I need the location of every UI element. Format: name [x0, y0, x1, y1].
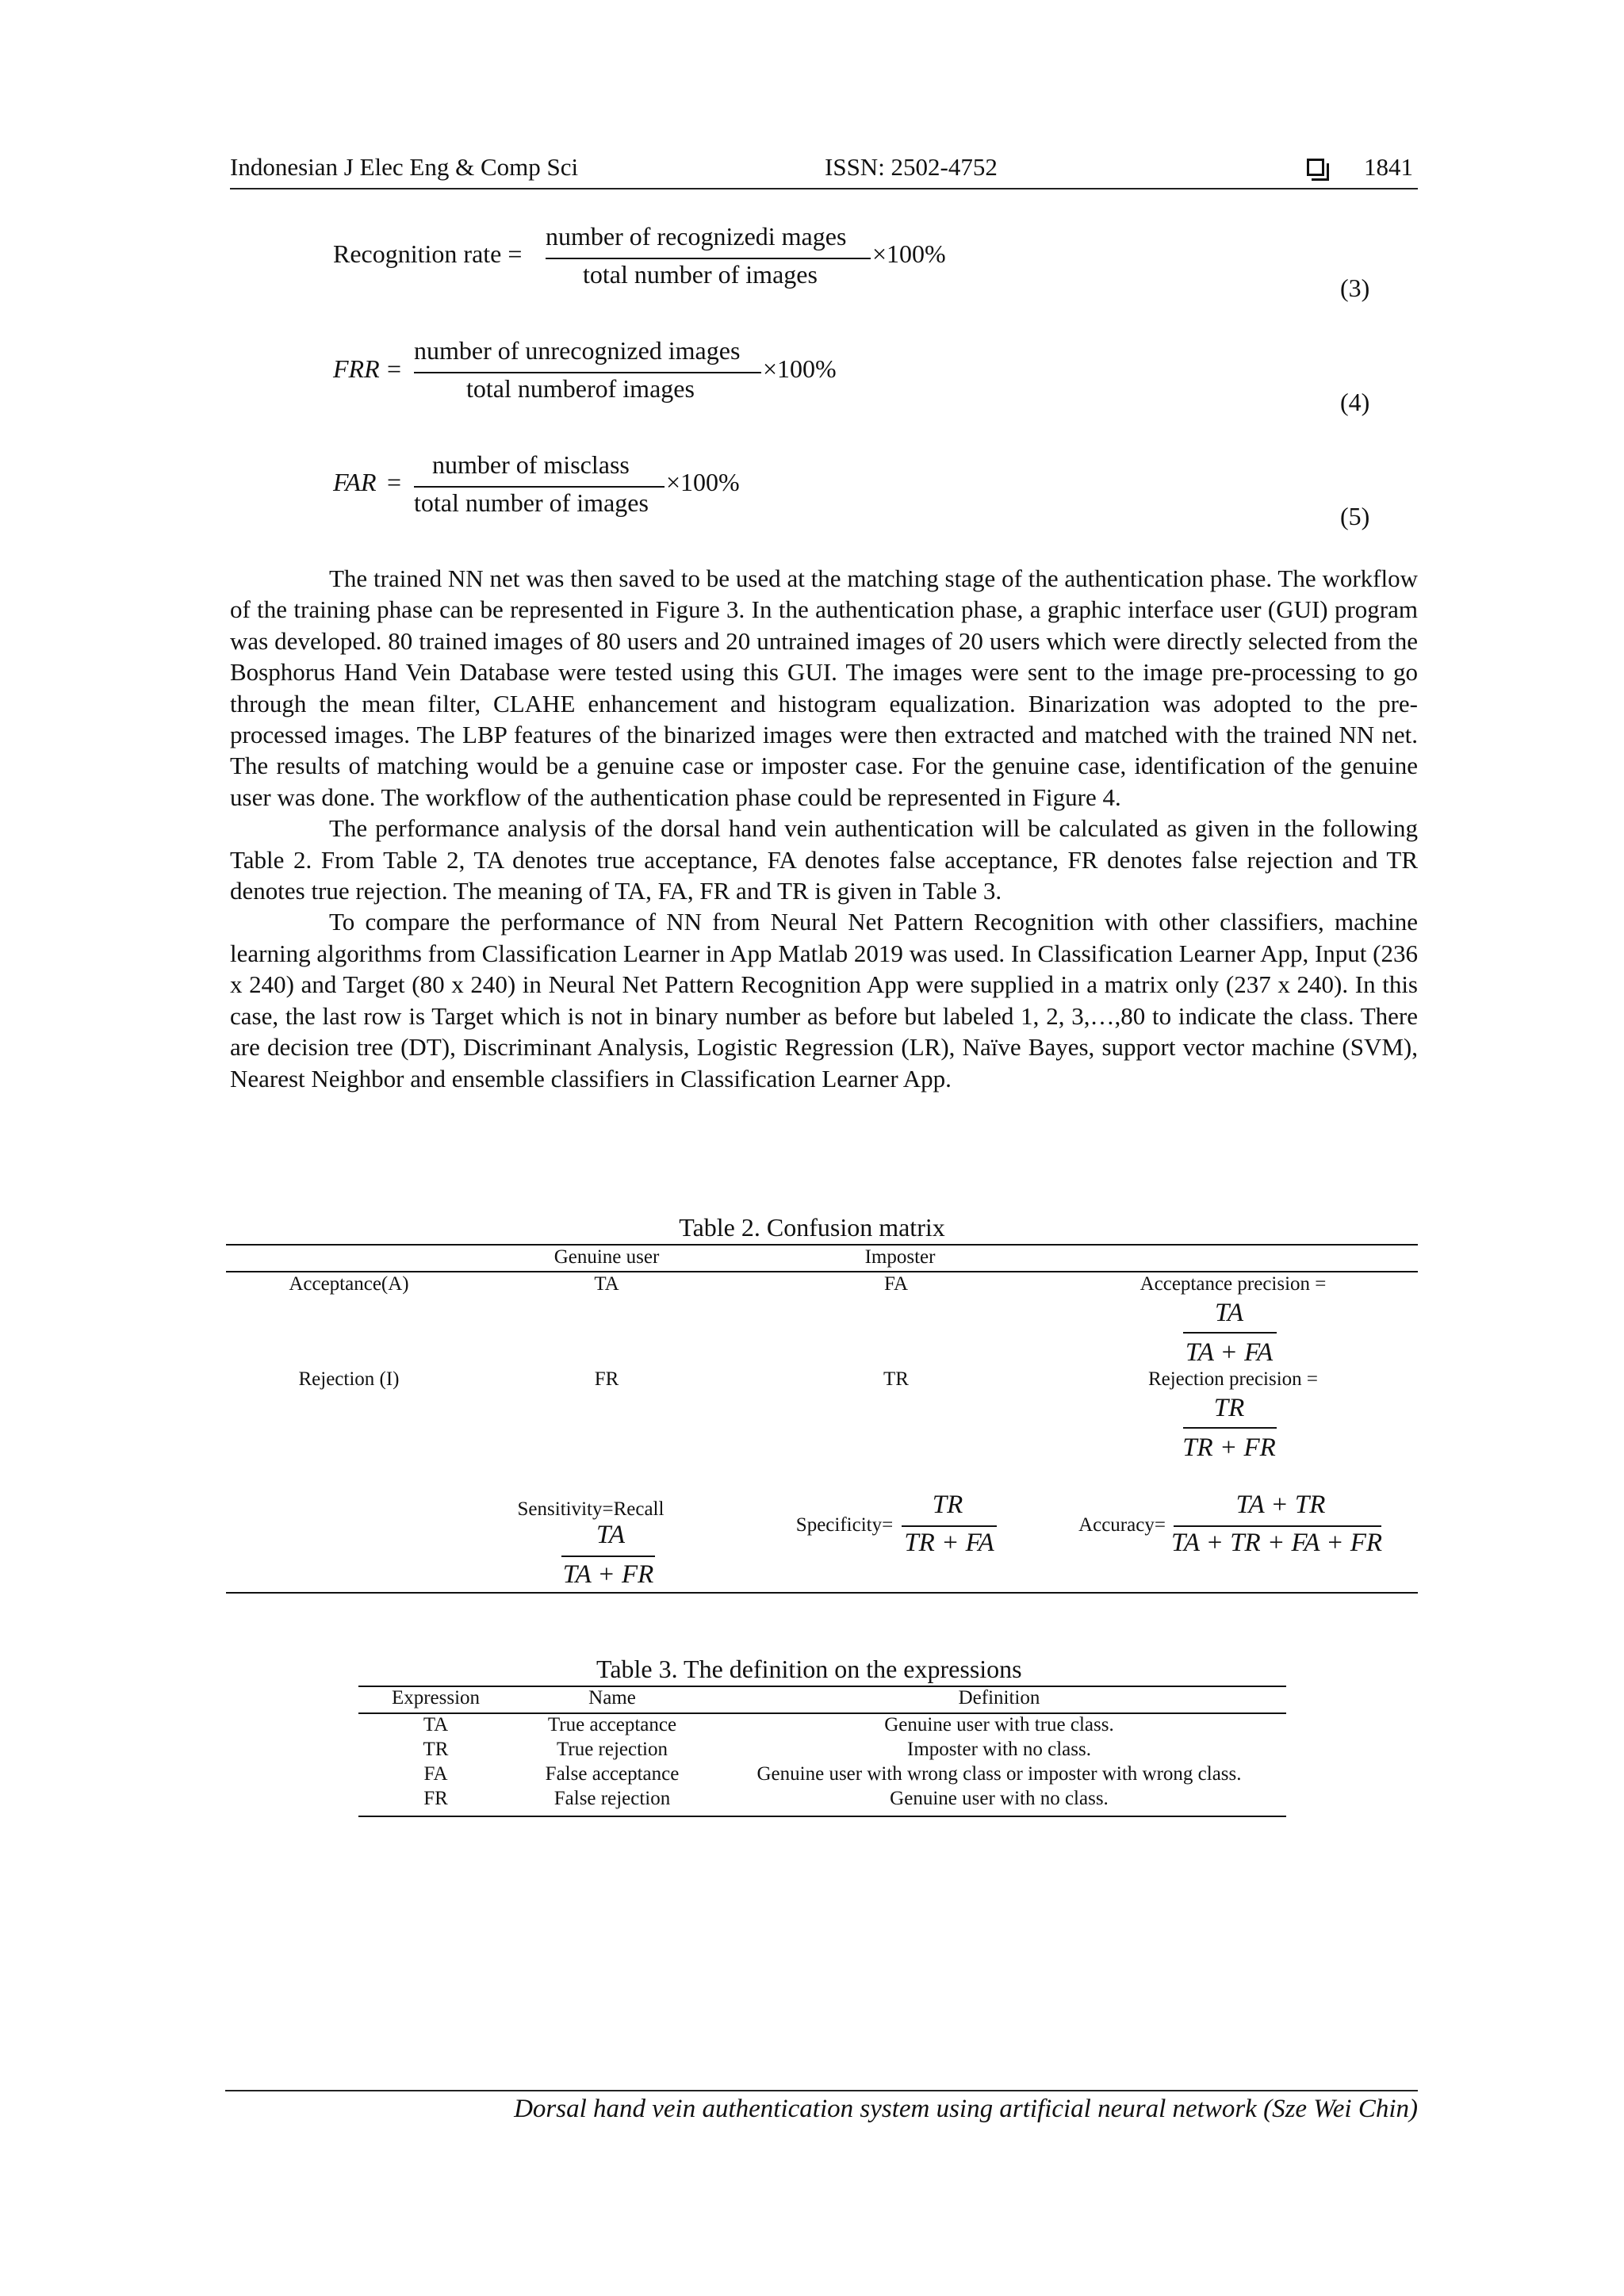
- table2-header-rule: [226, 1271, 1418, 1272]
- table2-sensitivity-num: TA: [596, 1521, 626, 1549]
- footer-running-title: Dorsal hand vein authentication system using artificial neural network (Sze Wei Chin): [514, 2095, 1418, 2123]
- table2-row-acceptance: Acceptance(A): [289, 1273, 409, 1295]
- paragraph-text: The trained NN net was then saved to be used at the matching stage of the authentication phase. The workflow of the training phase can be represented in Figure 3. In the authentication phase, a graphic interface user (GUI) program was developed. 80 trained images of 80 users and 20 untrained images of 20 users which were directly selected from the Bosphorus Hand Vein Database were tested using this GUI. The images were sent to the image pre-processing to go through the mean filter, CLAHE enhancement and histogram equalization. Binarization was adopted to the pre-processed images. The LBP features of the binarized images were then extracted and matched with the trained NN net. The results of matching would be a genuine case or imposter case. For the genuine case, identification of the genuine user was done. The workflow of the authentication phase could be represented in Figure 4.: [230, 564, 1418, 811]
- table2-sensitivity-den: TA + FR: [562, 1560, 654, 1589]
- table2-caption: Table 2. Confusion matrix: [679, 1213, 945, 1242]
- eq5-lhs-eq: =: [387, 468, 402, 496]
- eq4-numerator: number of unrecognized images: [414, 336, 741, 365]
- eq3-fraction-bar: [546, 258, 871, 259]
- table3-row-3-expression: FA: [423, 1763, 448, 1785]
- eq5-denominator: total number of images: [414, 488, 649, 517]
- table3-row-2-definition: Imposter with no class.: [907, 1739, 1091, 1760]
- table2-sensitivity-bar: [561, 1556, 655, 1557]
- page-number: 1841: [1364, 153, 1413, 181]
- table2-col-imposter: Imposter: [864, 1246, 936, 1268]
- table2-bottom-rule: [226, 1592, 1418, 1594]
- table2-accuracy-den: TA + TR + FA + FR: [1170, 1529, 1383, 1557]
- table2-accuracy-label: Accuracy=: [1078, 1514, 1166, 1536]
- table3-header-name: Name: [588, 1687, 636, 1709]
- table3-header-expression: Expression: [391, 1687, 481, 1709]
- paragraph-1: [230, 563, 1418, 1094]
- table2-rej-precision-label: Rejection precision =: [1147, 1368, 1319, 1390]
- table3-header-definition: Definition: [958, 1687, 1040, 1709]
- table3-row-1-name: True acceptance: [547, 1714, 677, 1735]
- header-rule: [230, 188, 1418, 189]
- eq5-lhs-var: FAR: [333, 468, 377, 496]
- table2-acc-precision-den: TA + FA: [1185, 1338, 1274, 1367]
- table2-accuracy-num: TA + TR: [1235, 1490, 1326, 1519]
- paragraph-2: [230, 813, 1418, 906]
- table2-specificity-label: Specificity=: [795, 1514, 894, 1536]
- paragraph-text: To compare the performance of NN from Neural Net Pattern Recognition with other classifiers, machine learning algorithms from Classification Learner in App Matlab 2019 was used. In Classification Learner App, Input (236 x 240) and Target (80 x 240) in Neural Net Pattern Recognition App were supplied in a matrix only (237 x 240). In this case, the last row is Target which is not in binary number as before but labeled 1, 2, 3,…,80 to indicate the class. There are decision tree (DT), Discriminant Analysis, Logistic Regression (LR), Naïve Bayes, support vector machine (SVM), Nearest Neighbor and ensemble classifiers in Classification Learner App.: [230, 908, 1418, 1093]
- table3-row-4-definition: Genuine user with no class.: [890, 1788, 1109, 1809]
- eq4-fraction-bar: [414, 372, 761, 373]
- eq5-multiplier: ×100%: [666, 468, 740, 496]
- journal-title: Indonesian J Elec Eng & Comp Sci: [230, 153, 579, 181]
- table2-acc-precision-num: TA: [1214, 1299, 1244, 1327]
- eq5-fraction-bar: [414, 486, 665, 488]
- eq5-numerator: number of misclass: [432, 450, 630, 479]
- eq3-denominator: total number of images: [583, 260, 818, 289]
- square-icon: [1307, 159, 1324, 176]
- table3-row-1-expression: TA: [423, 1714, 449, 1735]
- eq3-multiplier: ×100%: [872, 239, 946, 268]
- table2-specificity-bar: [902, 1525, 997, 1527]
- table3-bottom-rule: [358, 1816, 1286, 1817]
- table3-row-1-definition: Genuine user with true class.: [884, 1714, 1114, 1735]
- table2-row-rejection: Rejection (I): [298, 1368, 400, 1390]
- table2-specificity-den: TR + FA: [904, 1529, 994, 1557]
- eq4-lhs-var: FRR: [333, 354, 380, 383]
- table2-rej-precision-num: TR: [1213, 1394, 1245, 1422]
- table2-top-rule: [226, 1244, 1418, 1246]
- table2-cell-fr: FR: [594, 1368, 619, 1390]
- eq4-multiplier: ×100%: [763, 354, 837, 383]
- table2-accuracy-bar: [1174, 1525, 1381, 1527]
- table3-row-2-expression: TR: [423, 1739, 449, 1760]
- eq4-lhs-eq: =: [387, 354, 402, 383]
- table3-row-3-name: False acceptance: [545, 1763, 680, 1785]
- table2-sensitivity-label: Sensitivity=Recall: [517, 1498, 665, 1520]
- paragraph-text: The performance analysis of the dorsal hand vein authentication will be calculated as given in the following Table 2. From Table 2, TA denotes true acceptance, FA denotes false acceptance, FR denotes false rejection and TR denotes true rejection. The meaning of TA, FA, FR and TR is given in Table 3.: [230, 814, 1418, 905]
- table2-rej-precision-den: TR + FR: [1182, 1433, 1276, 1462]
- table3-row-4-expression: FR: [423, 1788, 448, 1809]
- table2-rej-precision-bar: [1183, 1427, 1277, 1429]
- table2-col-genuine: Genuine user: [553, 1246, 660, 1268]
- eq4-number: (4): [1340, 388, 1370, 416]
- table2-acc-precision-label: Acceptance precision =: [1139, 1273, 1327, 1295]
- table2-cell-ta: TA: [594, 1273, 619, 1295]
- table2-specificity-num: TR: [932, 1490, 963, 1519]
- eq4-denominator: total numberof images: [466, 374, 695, 403]
- eq3-lhs: Recognition rate =: [333, 239, 523, 268]
- table2-cell-fa: FA: [883, 1273, 909, 1295]
- table3-row-4-name: False rejection: [553, 1788, 671, 1809]
- footer-rule: [225, 2090, 1418, 2091]
- eq3-numerator: number of recognizedi mages: [546, 222, 847, 251]
- eq5-number: (5): [1340, 502, 1370, 530]
- eq3-number: (3): [1340, 274, 1370, 302]
- paragraph-3: [230, 906, 1418, 1093]
- table3-row-3-definition: Genuine user with wrong class or imposter with wrong class.: [756, 1763, 1242, 1785]
- table2-acc-precision-bar: [1183, 1332, 1277, 1334]
- table2-cell-tr: TR: [883, 1368, 909, 1390]
- issn: ISSN: 2502-4752: [825, 153, 998, 181]
- table3-row-2-name: True rejection: [556, 1739, 668, 1760]
- table3-caption: Table 3. The definition on the expressions: [596, 1655, 1022, 1683]
